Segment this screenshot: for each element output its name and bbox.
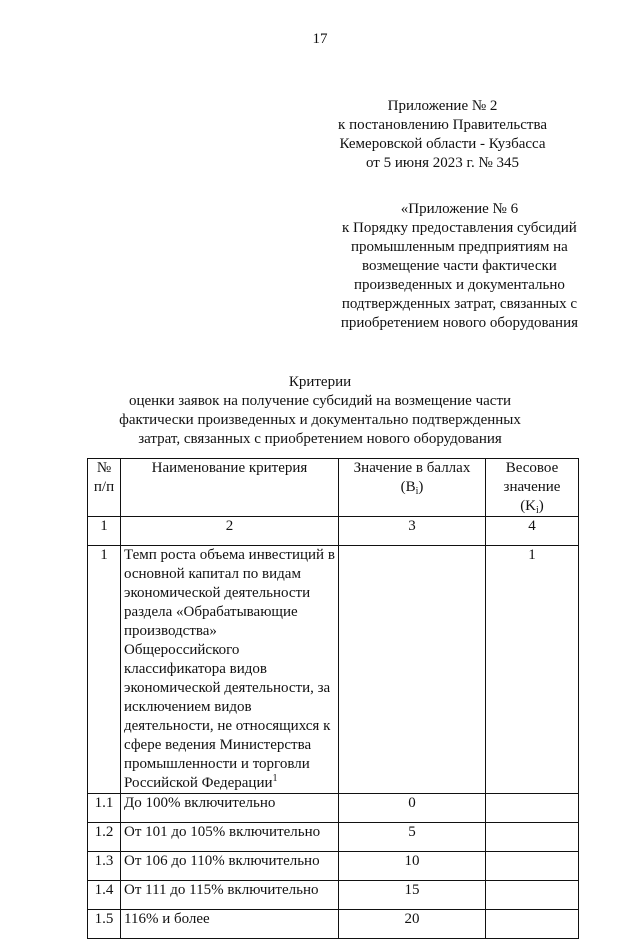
table-row [88, 881, 579, 910]
annex-inner-line: приобретением нового оборудования [340, 315, 578, 331]
table-row [88, 852, 579, 881]
header-score: Значение в баллах $(B_i)$ [339, 459, 486, 517]
annex-inner-line: подтвержденных затрат, связанных с [341, 296, 577, 312]
row-number: 1.1 [88, 794, 121, 823]
index-cell: 4 [486, 517, 579, 546]
criterion-name: Темп роста объема инвестиций в основной капитал по видам экономической деятельности раздела «Обрабатывающие производства» Общероссийского классификатора видов экономической деятельности, за исключением видов деятельности, не относящихся к сфере ведения Министерства промышленности и торговли Российской Федерации$^1$ [121, 546, 339, 794]
row-weight [486, 823, 579, 852]
page-number: 17 [312, 31, 328, 47]
annex-inner-header [341, 200, 578, 333]
row-weight: 1 [486, 546, 579, 794]
annex-line: Кемеровской области - Кузбасса [339, 136, 546, 152]
annex-header [338, 97, 547, 173]
criteria-subtitle-line: оценки заявок на получение субсидий на возмещение части [128, 393, 512, 409]
header-criterion-name: Наименование критерия [121, 459, 339, 517]
row-name: До 100% включительно [121, 794, 339, 823]
index-cell: 3 [339, 517, 486, 546]
annex-inner-line: произведенных и документально [353, 277, 565, 293]
table-row [88, 794, 579, 823]
criteria-heading [0, 373, 640, 449]
annex-inner-line: «Приложение № 6 [400, 201, 519, 217]
table-header-row [88, 459, 579, 517]
annex-inner-line: промышленным предприятиям на [350, 239, 568, 255]
row-number: 1.4 [88, 881, 121, 910]
criteria-table [87, 458, 579, 939]
footnote-marker: 1 [272, 773, 278, 784]
row-score [339, 546, 486, 794]
table-row [88, 546, 579, 794]
row-score: 10 [339, 852, 486, 881]
index-cell: 1 [88, 517, 121, 546]
header-number: № п/п [88, 459, 121, 517]
row-number: 1.5 [88, 910, 121, 939]
table-index-row [88, 517, 579, 546]
row-number: 1.3 [88, 852, 121, 881]
row-name: От 111 до 115% включительно [121, 881, 339, 910]
row-weight [486, 910, 579, 939]
row-weight [486, 852, 579, 881]
criteria-title: Критерии [288, 374, 352, 390]
table-row [88, 910, 579, 939]
row-score: 5 [339, 823, 486, 852]
criteria-subtitle-line: затрат, связанных с приобретением нового оборудования [138, 431, 502, 447]
annex-line: Приложение № 2 [387, 98, 498, 114]
row-score: 0 [339, 794, 486, 823]
row-weight [486, 881, 579, 910]
row-score: 20 [339, 910, 486, 939]
row-score: 15 [339, 881, 486, 910]
table-row [88, 823, 579, 852]
annex-line: от 5 июня 2023 г. № 345 [366, 155, 520, 171]
row-name: От 106 до 110% включительно [121, 852, 339, 881]
row-name: От 101 до 105% включительно [121, 823, 339, 852]
annex-line: к постановлению Правительства [338, 117, 547, 133]
row-weight [486, 794, 579, 823]
row-number: 1.2 [88, 823, 121, 852]
annex-inner-line: к Порядку предоставления субсидий [342, 220, 577, 236]
criteria-subtitle-line: фактически произведенных и документально подтвержденных [119, 412, 521, 428]
row-name: 116% и более [121, 910, 339, 939]
index-cell: 2 [121, 517, 339, 546]
row-number: 1 [88, 546, 121, 794]
annex-inner-line: возмещение части фактически [362, 258, 557, 274]
header-weight: Весовое значение $(K_i)$ [486, 459, 579, 517]
